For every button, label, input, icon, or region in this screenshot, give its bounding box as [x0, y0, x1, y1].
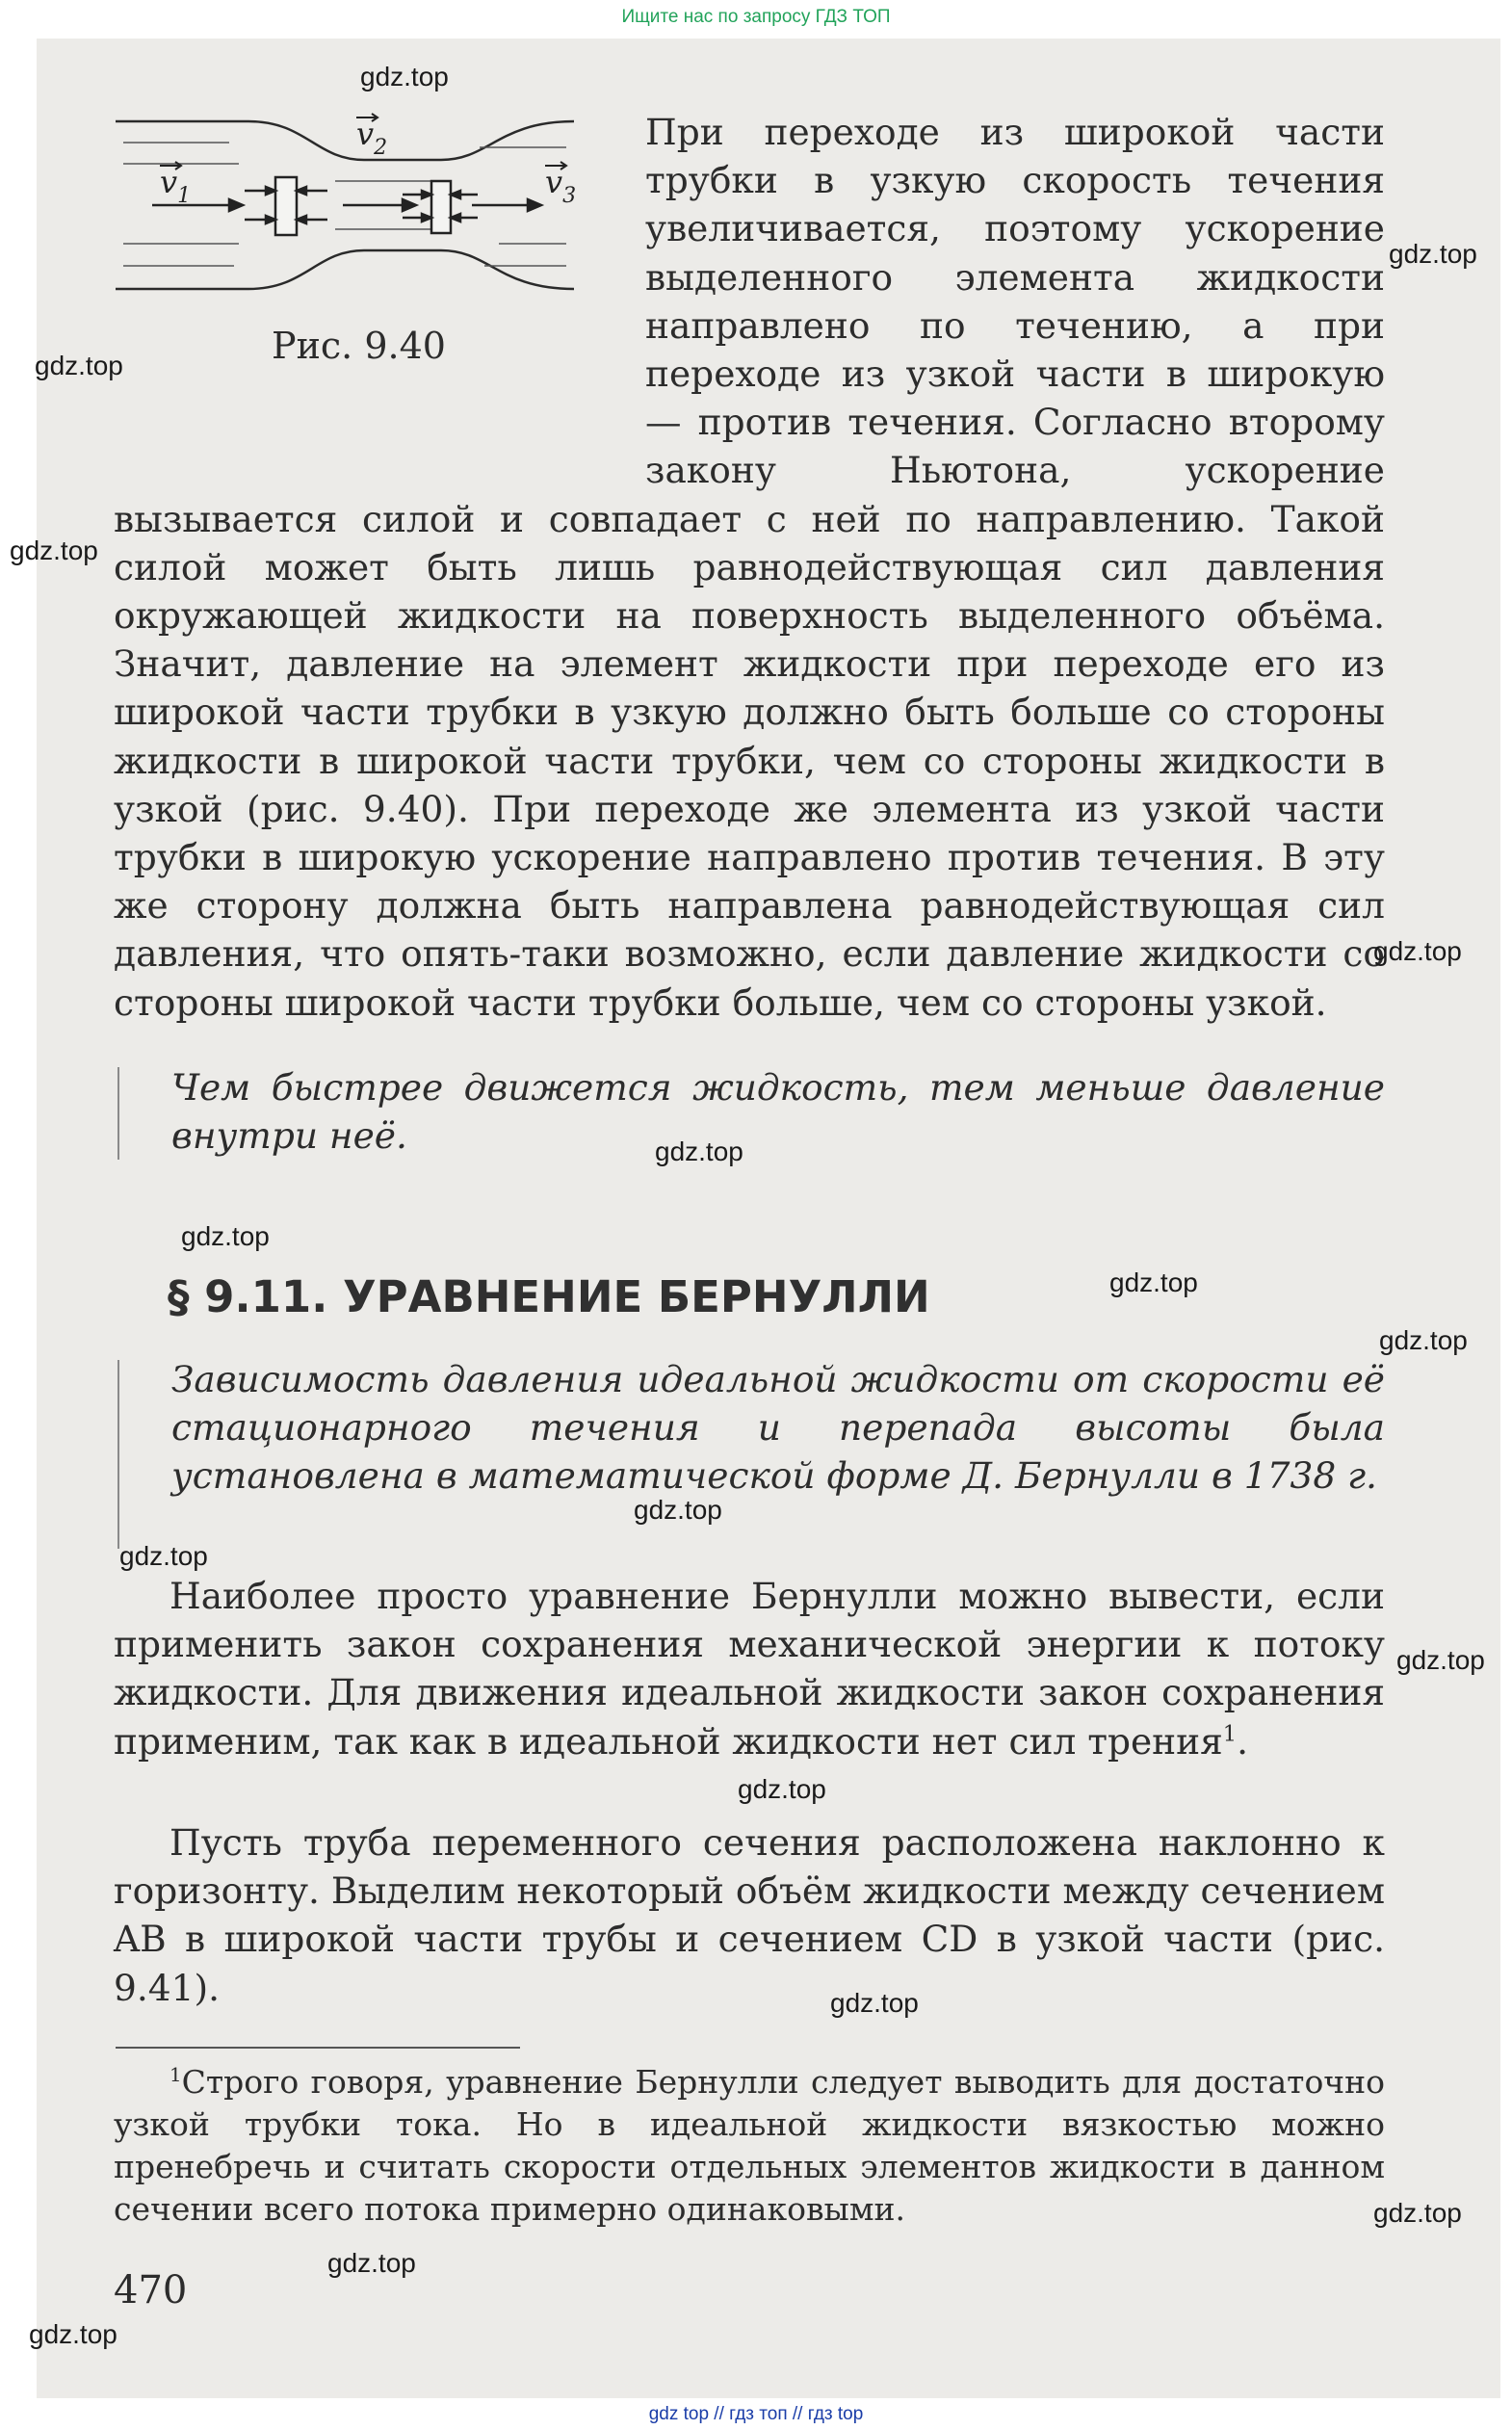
paragraph-energy-law: Наиболее просто уравнение Бернулли можно вывести, если применить закон сохранения механической энергии к потоку жидкости. Для движения идеальной жидкости закон сохранения применим, так как в идеальной жидкости нет сил трения$^1$.	[114, 1575, 1385, 1763]
paragraph-pressure-flow: При переходе из широкой части трубки в узкую скорость течения увеличивается, поэтому ускорение выделенного элемента жидкости направлено по течению, а при переходе из узкой части в широкую — против течения. Согласно второму закону Ньютона, ускорение вызывается силой и совпадает с ней по направлению. Такой силой может быть лишь равнодействующая сил давления окружающей жидкости на поверхность выделенного объёма. Значит, давление на элемент жидкости при переходе его из широкой части трубки в узкую должно быть больше со стороны жидкости в широкой части трубки, чем со стороны жидкости в узкой (рис. 9.40). При переходе же элемента из узкой части трубки в широкую ускорение направлено против течения. В эту же сторону должна быть направлена равнодействующая сил давления, что опять-таки возможно, если давление жидкости со стороны широкой части трубки больше, чем со стороны узкой.	[114, 108, 1385, 1027]
watermark: gdz.top	[634, 1495, 722, 1525]
footnote: $^1$Строго говоря, уравнение Бернулли следует выводить для достаточно узкой трубки тока. Но в идеальной жидкости вязкостью можно пренебречь и считать скорости отдельных элементов жидкости в данном сечении всего потока примерно одинаковыми.	[114, 2063, 1385, 2228]
figure-float-space	[114, 108, 645, 451]
footnote-ref[interactable]: 1	[1222, 1721, 1238, 1747]
watermark: gdz.top	[1373, 936, 1462, 966]
watermark: gdz.top	[1396, 1645, 1485, 1675]
page-number: 470	[114, 2268, 188, 2312]
watermark: gdz.top	[1373, 2198, 1462, 2228]
footnote-divider	[116, 2047, 520, 2049]
watermark: gdz.top	[181, 1221, 270, 1251]
section-heading: § 9.11. УРАВНЕНИЕ БЕРНУЛЛИ	[168, 1271, 930, 1322]
figure-caption: Рис. 9.40	[272, 325, 446, 367]
watermark: gdz.top	[1379, 1325, 1468, 1355]
watermark: gdz.top	[327, 2248, 416, 2278]
section-intro: Зависимость давления идеальной жидкости от скорости её стационарного течения и перепада высоты была установлена в математической форме Д. Бернулли в 1738 г.	[171, 1358, 1385, 1498]
label-v2: $v_2$	[356, 116, 388, 160]
watermark: gdz.top	[738, 1774, 826, 1804]
watermark: gdz.top	[360, 62, 449, 91]
watermark: gdz.top	[830, 1988, 919, 2018]
footer-links[interactable]: gdz top // гдз топ // гдз top	[648, 2404, 864, 2424]
watermark: gdz.top	[1109, 1267, 1198, 1297]
watermark: gdz.top	[1389, 239, 1477, 269]
label-v3: $v_3$	[545, 164, 576, 208]
watermark: gdz.top	[35, 351, 123, 380]
label-v1: $v_1$	[160, 164, 192, 208]
intro-rule	[117, 1360, 119, 1549]
watermark: gdz.top	[10, 536, 98, 565]
highlight-statement: Чем быстрее движется жидкость, тем меньше давление внутри неё.	[171, 1066, 1385, 1158]
paragraph-tube-section: Пусть труба переменного сечения расположена наклонно к горизонту. Выделим некоторый объём жидкости между сечением AB в широкой части трубы и сечением CD в узкой части (рис. 9.41).	[114, 1821, 1385, 2009]
top-search-banner[interactable]: Ищите нас по запросу ГДЗ ТОП	[621, 7, 891, 27]
highlight-rule	[117, 1067, 119, 1160]
watermark: gdz.top	[119, 1541, 208, 1571]
watermark: gdz.top	[29, 2319, 117, 2349]
watermark: gdz.top	[655, 1137, 743, 1166]
